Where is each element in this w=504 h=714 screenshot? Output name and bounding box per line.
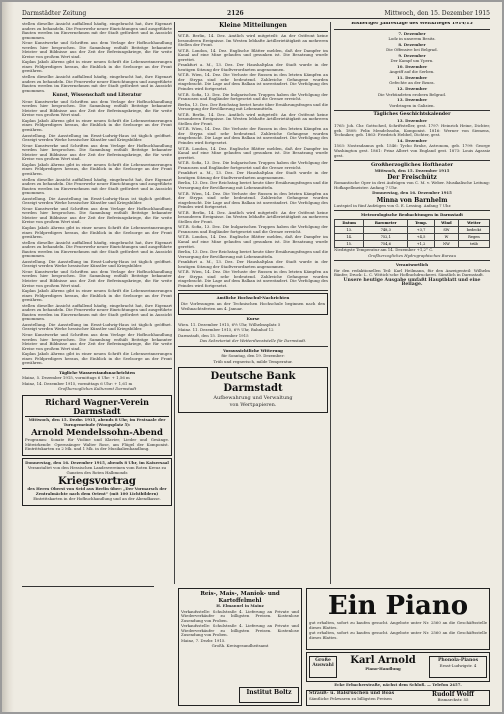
article-paragraph: stellen dieselbe Ansicht auffallend häufig, eingebracht hat, ihre Eigenart anders zu behandeln. Die Feuerwehr neuer Einrichtungen und ausgeführte Bauten werden im Einvernehmen mit der Stadt gefördert und in Aussicht genommen. [22,74,172,93]
table-cell: 752,1 [364,233,408,240]
article-paragraph: Ausstellung. Die Ausstellung im Ernst-Ludwig-Haus ist täglich geöffnet. Gezeigt werden Werke hessischer Künstler und Kriegsbilder. [22,258,172,269]
arnold-ad-offer-box [309,656,337,678]
news-item: W.T.B. Sofia, 13. Dez. Die bulgarischen Truppen haben die Verfolgung der Franzosen und Engländer fortgesetzt und die Grenze erreicht. [178,224,328,234]
table-cell: 13. [335,226,364,233]
weather-forecast-heading: Voraussichtliche Witterung [223,347,283,353]
table-cell: 748,3 [364,226,408,233]
theater-play: Der Freischütz [387,174,437,182]
news-item: W.T.B. Wien, 14. Dez. Die Verluste der Russen in den letzten Kämpfen an der Strypa sind sehr bedeutend. Zahlreiche Gefangene wurden eingebracht. Die Lage auf dem Balkan ist unverändert. Die Verfolgung des Feindes wird fortgesetzt. [178,190,328,210]
lecture-ad-organizer: Veranstaltet von den Hessischen Landesvereinen vom Roten Kreuz zu Gunsten des Roten Halbmonds [27,465,167,475]
article-paragraph: Kaplan Jakob Ahrens gibt in einer neuen Schrift die Lebenserinnerungen eines Feldpredigers heraus, die Einblick in die Seelsorge an der Front gewähren. [22,351,172,366]
flour-ad [178,588,302,706]
anniversary-event: Angriff auf die Serben. [389,69,435,75]
wolff-ad-name: Rudolf Wolff [432,691,474,698]
section-rule [178,290,328,291]
table-cell: 754,6 [364,240,408,247]
section-rule [334,210,490,211]
wolff-ad-address: Bismarckstr. 55 [437,697,469,702]
article-paragraph: Neue Kunstwerke und Schriften aus dem Verlage der Hofbuchhandlung werden hier besprochen. Die Sammlung enthält Beiträge bekannter Meister und Bildnisse aus der Zeit der Befreiungskriege, die für weite Kreise von großem Wert sind. [22,142,172,162]
bottom-advertisements [22,588,490,706]
wagner-ad-event: Arnold Mendelssohn-Abend [31,428,163,439]
section-rule [178,346,328,347]
newspaper-page [2,2,502,712]
responsible-heading: Verantwortlich [395,262,429,268]
anniversary-event: Vordringen in Galizien. [389,102,435,108]
history-calendar-date: 14. Dezember [396,137,428,143]
news-item: W.T.B. Sofia, 13. Dez. Die bulgarischen Truppen haben die Verfolgung der Franzosen und Engländer fortgesetzt und die Grenze erreicht. [178,160,328,170]
arnold-ad-name: Karl Arnold [350,655,416,666]
lecture-ad-title: Kriegsvortrag [58,476,136,488]
anniversary-event: Der Kampf um Ypern. [390,58,434,64]
war-anniversaries-heading: Bisheriger Jahrestage des Weltkrieges 1914/15 [351,22,473,26]
history-calendar-body: 1503: Nostradamus geb. 1546: Tycho Brahe, Astronom, geb. 1799: George Washington gest. 1861: Prinz Albert von England gest. 1873: Louis Agassiz gest. [334,143,490,158]
deutsche-bank-name: Deutsche Bank Darmstadt [210,371,296,395]
arnold-ad-address: Ernst-Ludwigstr. 4 [439,663,477,669]
flour-ad-signature: Großh. Kreisgesundheitsamt [211,643,269,649]
table-cell: +4,5 [408,233,435,240]
column-divider [330,22,331,584]
news-item: W.T.B. Wien, 14. Dez. Die Verluste der Russen in den letzten Kämpfen an der Strypa sind sehr bedeutend. Zahlreiche Gefangene wurden eingebracht. Die Lage auf dem Balkan ist unverändert. Die Verfolgung des Feindes wird fortgesetzt. [178,269,328,288]
weather-note: Niedrigste Temperatur am 14. Dezember +1,2° C. [334,246,434,252]
weather-forecast-text: Trüb und regnerisch, milde Temperatur. [213,358,293,364]
article-paragraph: Neue Kunstwerke und Schriften aus dem Verlage der Hofbuchhandlung werden hier besprochen. Die Sammlung enthält Beiträge bekannter Meister und Bildnisse aus der Zeit der Befreiungskriege, die für weite Kreise von großem Wert sind. [22,205,172,225]
weather-observations-heading: Meteorologische Beobachtungen in Darmstadt [360,212,464,218]
arnold-ad-footer-wrap [306,683,490,689]
column-right [334,22,490,584]
table-cell: SW [434,226,458,233]
deutsche-bank-subtitle-2: von Wertpapieren. [229,402,277,409]
deutsche-bank-subtitle: Aufbewahrung und Verwaltung [213,395,293,402]
edition-note: Unsere heutige Ausgabe umfaßt Hauptblatt und eine Beilage. [343,277,481,288]
news-item: W.T.B. Berlin, 14. Dez. Amtlich wird mitgeteilt: An der Ostfront keine besonderen Ereignisse. Im Westen lebhafte Artillerietätigkeit an mehreren Stellen der Front. [178,111,328,126]
piano-ad-body-repeat: gut erhalten, sofort zu kaufen gesucht. Angebote unter Nr. 2560 an die Geschäftsstelle dieses Blattes. [309,630,487,640]
table-cell: +3,7 [408,226,435,233]
table-header-cell: Wind [434,219,458,226]
news-item: Berlin, 13. Dez. Der Reichstag beriet heute über Ernährungsfragen und die Versorgung der Bevölkerung mit Lebensmitteln. [178,180,328,190]
table-cell: +1,2 [408,240,435,247]
kurse-row: Mainz. 11. Dezember 1915, 6½ Uhr, Bahnhof 12 [178,327,274,333]
wagner-ad-title: Richard Wagner-Verein Darmstadt [25,398,169,417]
section-rule [334,260,490,261]
news-item: W.T.B. London, 14. Dez. Englische Blätter melden, daß der Dampfer im Kanal auf eine Mine gelaufen und gesunken ist. Die Besatzung wurde gerettet. [178,234,328,249]
column-divider [174,22,175,584]
table-cell: Regen [458,233,489,240]
table-cell: bedeckt [458,226,489,233]
arnold-ad-offer: Große Auswahl [312,658,334,669]
anniversary-event: Gefechte an der Bzura. [389,80,435,86]
arnold-ad-center [341,655,425,679]
article-paragraph: Neue Kunstwerke und Schriften aus dem Verlage der Hofbuchhandlung werden hier besprochen. Die Sammlung enthält Beiträge bekannter Meister und Bildnisse aus der Zeit der Befreiungskriege, die für weite Kreise von großem Wert sind. [22,332,172,351]
table-cell: 14. [335,233,364,240]
wolff-ad [306,690,490,706]
news-item: Frankfurt a. M., 13. Dez. Der Haushaltplan der Stadt wurde in der heutigen Sitzung der Stadtverordneten angenommen. [178,62,328,72]
flour-ad-body: Verkaufsstelle: Schulstraße 4. Lieferung an Private und Wiederverkäufer zu billigsten Preisen. Kostenlose Zusendung von Proben. [181,608,299,623]
water-level-row: Mainz, 5. Dezember 1915, vormittags 6 Uhr: + 1,56 m [22,375,130,381]
arnold-ad-subtitle: Piano-Handlung [365,666,401,671]
kurse-source: Das Sekretariat der Wetterdienststelle für Darmstadt. [199,338,307,344]
wolff-ad-left [309,691,419,705]
theater-date: Donnerstag, den 16. Dezember 1915 [372,190,452,196]
flour-ad-date: Mainz, 7. Dezbr. 1915. [181,637,226,643]
responsible-body: für den redaktionellen Teil: Karl Heilmann, für den Anzeigenteil: Wilhelm Bänfer, Druck: L. C. Wittich'sche Hofbuchdruckerei. Sämtlich in Darmstadt. [334,267,490,278]
article-paragraph: stellen dieselbe Ansicht auffallend häufig, eingebracht hat, ihre Eigenart anders zu behandeln. Die Feuerwehr neuer Einrichtungen und ausgeführte Bauten werden im Einvernehmen mit der Stadt gefördert und in Aussicht genommen. [22,302,172,322]
table-header-row [335,219,490,226]
news-item: W.T.B. London, 14. Dez. Englische Blätter melden, daß der Dampfer im Kanal auf eine Mine gelaufen und gesunken ist. Die Besatzung wurde gerettet. [178,47,328,62]
header-date: Mittwoch, den 15. Dezember 1915 [384,9,490,17]
news-item: W.T.B. Sofia, 13. Dez. Die bulgarischen Truppen haben die Verfolgung der Franzosen und Engländer fortgesetzt und die Grenze erreicht. [178,91,328,102]
water-level-row: Mainz, 14. Dezember 1915, vormittags 6 Uhr: + 1,61 m [22,380,133,386]
anniversary-date: 12. Dezember [396,86,428,92]
institut-ad-name: Institut Boltz [246,689,292,696]
wolff-ad-title: Strauß- u. Balsrüschen und Boas [309,691,395,696]
theater-detail: Romantische Oper in drei Aufzügen von C. M. v. Weber. Musikalische Leitung: Hofkapellmeister. Anfang 7 Uhr. [334,180,490,190]
article-intro: stellen dieselbe Ansicht auffallend häufig, eingebracht hat, ihre Eigenart anders zu behandeln. Die Feuerwehr neuer Einrichtungen und ausgeführte Bauten werden im Einvernehmen mit der Stadt gefördert und in Aussicht genommen. [22,22,172,40]
arnold-ad [306,652,490,682]
article-paragraph: stellen dieselbe Ansicht auffallend häufig, eingebracht hat, ihre Eigenart anders zu behandeln. Die Feuerwehr neuer Einrichtungen und ausgeführte Bauten werden im Einvernehmen mit der Stadt gefördert und in Aussicht genommen. [22,239,172,259]
anniversary-date: 10. Dezember [396,63,428,69]
arnold-ad-footer: Ecke Erbacherstraße, nächst dem Schloß. — Telefon 2457. [334,683,462,687]
kurse-heading: Kurse [246,316,260,322]
section-heading: Kunst, Wissenschaft und Literatur [52,93,142,99]
news-item: Berlin, 13. Dez. Der Reichstag beriet heute über Ernährungsfragen und die Versorgung der Bevölkerung mit Lebensmitteln. [178,101,328,112]
wagner-ad-date: Mittwoch, den 15. Dezbr. 1915, abends 8 Uhr, im Festsaale der Turngemeinde (Woogsplatz 5): [28,417,166,427]
news-item: W.T.B. London, 14. Dez. Englische Blätter melden, daß der Dampfer im Kanal auf eine Mine gelaufen und gesunken ist. Die Besatzung wurde gerettet. [178,145,328,160]
article-paragraph: Neue Kunstwerke und Schriften aus dem Verlage der Hofbuchhandlung werden hier besprochen. Die Sammlung enthält Beiträge bekannter Meister und Bildnisse aus der Zeit der Befreiungskriege, die für weite Kreise von großem Wert sind. [22,268,172,288]
history-calendar-date: 13. Dezember [396,117,428,123]
lecture-ad-speaker: des Herrn Oberst von Seid aus Berlin über: „Der Vormarsch der Zentralmächte nach dem Orient“ (mit 100 Lichtbildern) [27,486,167,496]
table-header-cell: Wetter [458,219,489,226]
anniversary-date: 11. Dezember [396,74,428,80]
university-news-box [178,293,328,315]
section-rule [334,29,490,30]
deutsche-bank-ad [178,367,328,413]
history-calendar-heading: Tägliches Geschichtskalender [373,112,451,118]
piano-ad-title: Ein Piano [327,591,469,621]
table-header-cell: Temp. [408,219,435,226]
flour-ad-title: Reis-, Mais-, Maniok- und Kartoffelmehl [200,591,280,604]
page-binding-edge [2,2,14,712]
table-row [335,233,490,240]
piano-ad-body: gut erhalten, sofort zu kaufen gesucht. Angebote unter Nr. 2560 an die Geschäftsstelle dieses Blattes. [309,620,487,630]
table-cell: trüb [458,240,489,247]
article-paragraph: Kaplan Jakob Ahrens gibt in einer neuen Schrift die Lebenserinnerungen eines Feldpredigers heraus, die Einblick in die Seelsorge an der Front gewähren. [22,288,172,303]
news-item: W.T.B. Wien, 14. Dez. Die Verluste der Russen in den letzten Kämpfen an der Strypa sind sehr bedeutend. Zahlreiche Gefangene wurden eingebracht. Die Lage auf dem Balkan ist unverändert. Die Verfolgung des Feindes wird fortgesetzt. [178,72,328,92]
article-paragraph: Kaplan Jakob Ahrens gibt in einer neuen Schrift die Lebenserinnerungen eines Feldpredigers heraus, die Einblick in die Seelsorge an der Front gewähren. [22,224,172,240]
anniversary-date: 9. Dezember [398,52,426,58]
section-heading: Kleine Mitteilungen [219,22,287,29]
institut-ad [239,687,299,703]
header-title: Darmstädter Zeitung [22,9,87,17]
anniversary-event: Die Offensive bei Belgrad. [386,47,438,53]
news-item: W.T.B. Berlin, 14. Dez. Amtlich wird mitgeteilt: An der Ostfront keine besonderen Ereignisse. Im Westen lebhafte Artillerietätigkeit an mehreren Stellen der Front. [178,209,328,224]
article-intro-continued: Neue Kunstwerke und Schriften aus dem Verlage der Hofbuchhandlung werden hier besprochen. Die Sammlung enthält Beiträge bekannter Meister und Bildnisse aus der Zeit der Befreiungskriege, die für weite Kreise von großem Wert sind. [22,40,172,59]
wagner-ad-body: Programm: Sonate für Violine und Klavier, Lieder und Gesänge. Mitwirkende: Opernsänger Walter Rose, am Flügel der Komponist. Eintrittskarten zu 2 Mk. und 1 Mk. in der Musikalienhandlung. [25,437,169,452]
article-paragraph: Ausstellung. Die Ausstellung im Ernst-Ludwig-Haus ist täglich geöffnet. Gezeigt werden Werke hessischer Künstler und Kriegsbilder. [22,321,172,332]
article-paragraph: Kaplan Jakob Ahrens gibt in einer neuen Schrift die Lebenserinnerungen eines Feldpredigers heraus, die Einblick in die Seelsorge an der Front gewähren. [22,161,172,176]
anniversary-date: 7. Dezember [398,30,426,36]
kurse-row: Wien. 11. Dezember 1915, 6½ Uhr, Wilhelmsplatz 5 [178,321,281,327]
kurse-row: Darmstadt, den 15. Dezember 1915 [178,332,249,338]
news-item: Frankfurt a. M., 13. Dez. Der Haushaltplan der Stadt wurde in der heutigen Sitzung der Stadtverordneten angenommen. [178,259,328,269]
article-paragraph: stellen dieselbe Ansicht auffallend häufig, eingebracht hat, ihre Eigenart anders zu behandeln. Die Feuerwehr neuer Einrichtungen und ausgeführte Bauten werden im Einvernehmen mit der Stadt gefördert und in Aussicht genommen. [22,176,172,196]
wolff-ad-right [419,691,487,705]
section-rule [334,160,490,161]
page-header [22,8,490,18]
weather-forecast-date: für Sonntag, den 19. Dezember: [221,353,285,359]
wolff-ad-subtitle: Sämtliche Pelzwaren zu billigsten Preisen [309,696,392,701]
lecture-ad [22,458,172,506]
theater-detail: Lustspiel in fünf Aufzügen von G. E. Lessing. Anfang 7 Uhr. [334,202,452,208]
theater-heading: Großherzogliches Hoftheater [370,162,454,169]
arnold-ad-phonola: Phonola-Pianos [437,658,479,663]
page-number: 2126 [227,9,244,17]
table-header-cell: Datum [335,219,364,226]
anniversary-event: Lodz in unserem Besitz. [388,36,436,42]
column-middle [178,22,328,584]
table-cell: NW [434,240,458,247]
wagner-ad [22,395,172,456]
news-item: W.T.B. Wien, 14. Dez. Die Verluste der Russen in den letzten Kämpfen an der Strypa sind sehr bedeutend. Zahlreiche Gefangene wurden eingebracht. Die Lage auf dem Balkan ist unverändert. Die Verfolgung des Feindes wird fortgesetzt. [178,126,328,146]
anniversary-event: Die Verbündeten erobern Belgrad. [377,91,447,97]
piano-ad [306,588,490,650]
bottom-rule [22,586,154,587]
weather-observations-table [334,219,490,248]
article-paragraph: Ausstellung. Die Ausstellung im Ernst-Ludwig-Haus ist täglich geöffnet. Gezeigt werden Werke hessischer Künstler und Kriegsbilder. [22,132,172,143]
column-left [22,22,172,584]
theater-date: Mittwoch, den 15. Dezember 1915 [374,167,450,173]
table-row [335,226,490,233]
water-levels-heading: Tägliche Wasserstandsnachrichten [58,369,136,375]
flour-ad-body-repeat: Verkaufsstelle: Schulstraße 4. Lieferung an Private und Wiederverkäufer zu billigsten Preisen. Kostenlose Zusendung von Proben. [181,623,299,638]
lecture-ad-date: Donnerstag, den 16. Dezember 1915, abends 8 Uhr, im Kaisersaal [25,459,169,465]
header-rule [22,18,490,19]
anniversary-date: 13. Dezember [396,97,428,103]
flour-ad-company: H. Elmanuel in Mainz [216,603,264,608]
section-rule [22,368,172,369]
news-item: Frankfurt a. M., 13. Dez. Der Haushaltplan der Stadt wurde in der heutigen Sitzung der Stadtverordneten angenommen. [178,170,328,180]
lecture-ad-tickets: Eintrittskarten in der Hofbuchhandlung und an der Abendkasse. [33,496,161,502]
anniversary-date: 8. Dezember [398,41,426,47]
theater-play: Minna von Barnhelm [376,196,448,204]
table-cell: W [434,233,458,240]
section-rule [178,31,328,32]
arnold-ad-phonola-box [429,656,487,678]
history-calendar-body: 1765: Joh. Chr. Gottsched, Schriftsteller, gest. 1797: Heinrich Heine, Dichter, geb. 1808: Felix Mendelssohn, Komponist. 1816: Werner von Siemens, Techniker, geb. 1863: Friedrich Hebbel, Dichter, gest. [334,123,490,138]
table-cell: 15. [335,240,364,247]
university-news-body: Die Vorlesungen an der Technischen Hochschule beginnen nach den Weihnachtsferien am 4. Januar. [181,300,325,311]
article-paragraph: Kaplan Jakob Ahrens gibt in einer neuen Schrift die Lebenserinnerungen eines Feldpredigers heraus, die Einblick in die Seelsorge an der Front gewähren. [22,59,172,74]
article-paragraph: Kaplan Jakob Ahrens gibt in einer neuen Schrift die Lebenserinnerungen eines Feldpredigers heraus, die Einblick in die Seelsorge an der Front gewähren. [22,117,172,133]
university-news-title: Amtliche Hochschul-Nachrichten [216,295,290,301]
table-header-cell: Barometer [364,219,408,226]
weather-source: Großherzogliches Hydrographisches Bureau [368,252,456,258]
article-paragraph: Ausstellung. Die Ausstellung im Ernst-Ludwig-Haus ist täglich geöffnet. Gezeigt werden Werke hessischer Künstler und Kriegsbilder. [22,195,172,206]
water-levels-source: Großherzogliches Kulturamt Darmstadt [57,386,137,392]
article-paragraph: Neue Kunstwerke und Schriften aus dem Verlage der Hofbuchhandlung werden hier besprochen. Die Sammlung enthält Beiträge bekannter Meister und Bildnisse aus der Zeit der Befreiungskriege, die für weite Kreise von großem Wert sind. [22,98,172,118]
news-item: W.T.B. Berlin, 14. Dez. Amtlich wird mitgeteilt: An der Ostfront keine besonderen Ereignisse. Im Westen lebhafte Artillerietätigkeit an mehreren Stellen der Front. [178,33,328,48]
news-item: Berlin, 13. Dez. Der Reichstag beriet heute über Ernährungsfragen und die Versorgung der Bevölkerung mit Lebensmitteln. [178,249,328,259]
